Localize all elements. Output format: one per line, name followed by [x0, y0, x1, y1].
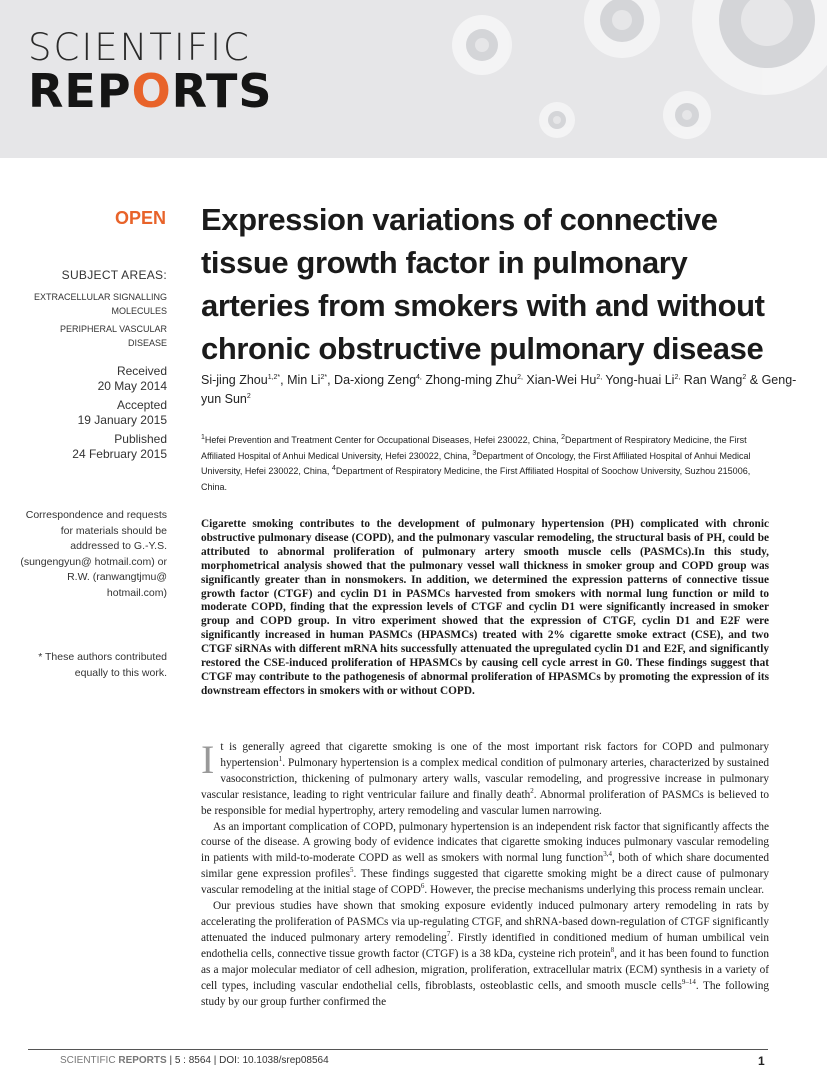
subject-areas-heading: SUBJECT AREAS:: [61, 268, 167, 282]
open-access-label: OPEN: [114, 208, 166, 228]
equal-contribution-note: * These authors contributed equally to this work.: [38, 651, 167, 679]
footer-citation: | 5 : 8564 | DOI: 10.1038/srep08564: [169, 1055, 329, 1066]
page-footer: [60, 1055, 329, 1066]
citation-ref[interactable]: 5: [350, 866, 354, 875]
body-paragraph: As an important complication of COPD, pulmonary hypertension is an independent risk factor that significantly affects the course of the disease. A growing body of evidence indicates that cigarette smoking induces pulmonary vascular remodeling in patients with mild-to-moderate COPD as well as smokers with normal lung function$^{3,4}$, both of which share documented similar gene expression profiles$^5$. These findings suggested that cigarette smoking might be a direct cause of pulmonary vascular remodeling at the initial stage of COPD$^6$. However, the precise mechanisms underlying this process remain unclear.: [201, 820, 769, 897]
author-list: Si-jing Zhou$^{1,2*}$, Min $Li^{2*}$, Da-xiong Zeng$^{4,}$ Zhong-ming Zhu$^{2,}$ Xian-Wei $Hu^{2,}$ Yong-huai $Li^{2,}$ Ran Wang$^2$ & Geng-yun Sun$^2$: [201, 373, 797, 406]
body-paragraph: Our previous studies have shown that smoking exposure evidently induced pulmonary artery remodeling in rats by accelerating the proliferation of PASMCs via up-regulating CTGF, and shRNA-based down-regulation of CTGF significantly attenuated the induced pulmonary artery remodeling$^7$. Firstly identified in conditioned medium of human umbilical vein endothelia cells, connective tissue growth factor (CTGF) is a 38 kDa, cysteine rich protein$^8$, and it has been found to function as a major molecular mediator of cell adhesion, migration, proliferation, extracellular matrix (ECM) synthesis in a variety of cell types, including vascular endothelial cells, fibroblasts, osteoblastic cells, and smooth muscle cells$^{9-14}$. The following study by our group further confirmed the: [201, 900, 770, 1008]
logo-gear-letter: O: [131, 64, 172, 118]
body-paragraph: It is generally agreed that cigarette smoking is one of the most important risk factors for COPD and pulmonary hypertension$^1$. Pulmonary hypertension is a complex medical condition of pulmonary arteries, characterized by sustained vasoconstriction, thickening of pulmonary artery walls, vascular remodeling, and progressive increase in pulmonary vascular resistance, leading to right ventricular failure and finally death$^2$. Abnormal proliferation of PASMCs is believed to be responsible for medial hypertrophy, artery remodeling and vascular lumen narrowing.: [201, 737, 769, 817]
received-date: 20 May 2014: [97, 379, 167, 393]
citation-ref[interactable]: 1: [278, 755, 283, 764]
published-label: Published: [114, 432, 167, 446]
published-date: 24 February 2015: [72, 447, 167, 461]
citation-ref[interactable]: 2: [530, 786, 534, 795]
footer-divider: [28, 1049, 768, 1050]
citation-ref[interactable]: 7: [446, 930, 451, 939]
footer-journal-right: REPORTS: [118, 1055, 167, 1066]
abstract: Cigarette smoking contributes to the development of pulmonary hypertension (PH) complicated with chronic obstructive pulmonary disease (COPD), and the pulmonary vascular remodeling, the structural basis of PH, could be attributed to abnormal proliferation of pulmonary artery smooth muscle cells (PASMCs).In this study, morphometrical analysis showed that the pulmonary vessel wall thickness in smoker group and COPD group was significantly greater than in nonsmokers. In addition, we determined the expression patterns of connective tissue growth factor (CTGF) and cyclin D1 in PASMCs harvested from smokers with normal lung function or mild to moderate COPD, finding that the expression levels of CTGF and cyclin D1 were significantly increased in smoker group and COPD group. In vitro experiment showed that the expression of CTGF, cyclin D1 and E2F were significantly increased in human PASMCs (HPASMCs) treated with 2% cigarette smoke extract (CSE), and two CTGF siRNAs with different mRNA hits successfully attenuated the upregulated cyclin D1 and E2F, and significantly restored the CSE-induced proliferation of HPASMCs by causing cell cycle arrest in G0. These findings suggest that CTGF may contribute to the pathogenesis of abnormal proliferation of HPASMCs by promoting the expression of its downstream effectors in smokers with or without COPD.: [201, 518, 769, 697]
subject-link-vascular[interactable]: PERIPHERAL VASCULAR DISEASE: [59, 324, 167, 348]
journal-header: [0, 0, 827, 158]
subject-list: [20, 290, 167, 354]
page-number: 1: [758, 1054, 765, 1068]
article-body: [201, 737, 770, 1010]
gears-decoration-icon: [407, 0, 827, 158]
citation-ref[interactable]: 9–14: [681, 977, 696, 986]
accepted-label: Accepted: [116, 398, 167, 412]
accepted-date: 19 January 2015: [77, 413, 167, 427]
subject-link-extracellular[interactable]: EXTRACELLULAR SIGNALLING MOLECULES: [33, 292, 167, 316]
affiliations: $^1$Hefei Prevention and Treatment Center for Occupational Diseases, Hefei 230022, China, $^2$Department of Respiratory Medicine, the First Affiliated Hospital of Anhui Medical University, Hefei 230022, China, $^3$Department of Oncology, the First Affiliated Hospital of Anhui Medical University, Hefei 230022, China, $^4$Department of Respiratory Medicine, the First Affiliated Hospital of Soochow University, Suzhou 215006, China.: [201, 434, 751, 492]
citation-ref[interactable]: 8: [610, 946, 615, 955]
correspondence-note: Correspondence and requests for materials should be addressed to G.-Y.S. (sungengyun@ hotmail.com) or R.W. (ranwangtjmu@ hotmail.com): [20, 509, 167, 599]
journal-logo-top: SCIENTIFIC: [28, 26, 251, 69]
journal-logo-bottom: REPORTS: [28, 64, 273, 118]
footer-journal-left: SCIENTIFIC: [60, 1055, 116, 1066]
article-title: Expression variations of connective tissue growth factor in pulmonary arteries from smokers with and without chronic obstructive pulmonary disease: [201, 202, 765, 366]
citation-ref[interactable]: 6: [420, 882, 425, 891]
received-label: Received: [116, 364, 167, 378]
citation-ref[interactable]: 3,4: [603, 850, 612, 859]
article-dates: [20, 364, 167, 466]
drop-cap: I: [201, 737, 215, 782]
